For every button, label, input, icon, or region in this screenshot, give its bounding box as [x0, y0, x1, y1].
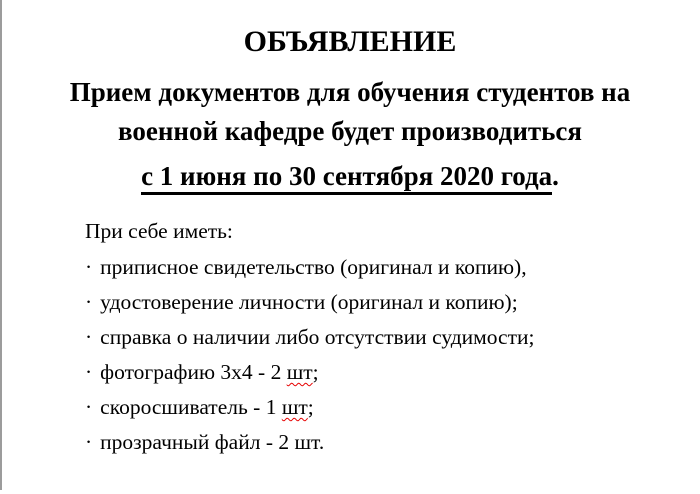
bullet-dot: · — [85, 325, 93, 349]
list-item-punct: ; — [312, 360, 319, 384]
spellcheck-word: шт — [286, 360, 313, 384]
list-item — [85, 244, 700, 279]
announcement-intro — [0, 73, 700, 151]
list-item-text: приписное свидетельство (оригинал и копию), — [100, 255, 527, 279]
bullet-dot: · — [85, 290, 93, 314]
list-item — [85, 349, 700, 384]
list-item — [85, 279, 700, 314]
page-edge-line — [0, 0, 2, 490]
spellcheck-word: шт — [281, 395, 308, 419]
list-item — [85, 314, 700, 349]
list-item-text: справка о наличии либо отсутствии судимости; — [100, 325, 535, 349]
date-range-period: . — [552, 161, 559, 191]
announcement-title: ОБЪЯВЛЕНИЕ — [243, 25, 457, 58]
list-item-punct: ; — [307, 395, 314, 419]
bullet-dot: · — [85, 395, 93, 419]
list-item-text: скоросшиватель - 1 — [100, 395, 282, 419]
bullet-dot: · — [85, 255, 93, 279]
bullet-dot: · — [85, 360, 93, 384]
list-item — [85, 419, 700, 454]
list-item — [85, 384, 700, 419]
checklist-heading: При себе иметь: — [85, 219, 233, 243]
date-range-line — [0, 158, 700, 194]
list-item-text: прозрачный файл - 2 шт. — [100, 430, 325, 454]
list-item-text: удостоверение личности (оригинал и копию); — [100, 290, 518, 314]
date-range-underlined: с 1 июня по 30 сентября 2020 года — [141, 161, 552, 195]
intro-line-1: Прием документов для обучения студентов на — [69, 77, 631, 107]
intro-line-2: военной кафедре будет производиться — [117, 116, 583, 146]
bullet-dot: · — [85, 430, 93, 454]
list-item-text: фотографию 3х4 - 2 — [100, 360, 287, 384]
